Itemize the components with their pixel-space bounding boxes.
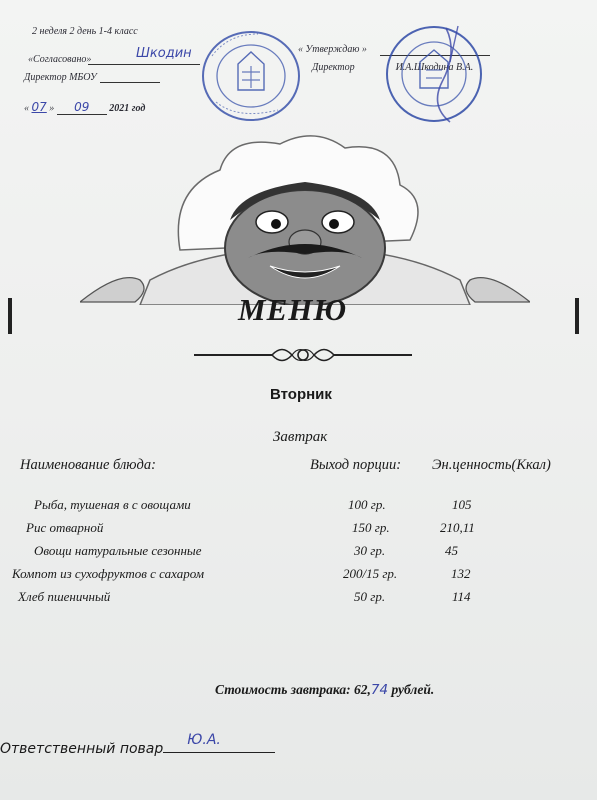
cost-label: Стоимость завтрака: (215, 682, 351, 697)
menu-item-name: Компот из сухофруктов с сахаром (12, 566, 204, 581)
agreed-label: «Согласовано» (28, 54, 92, 65)
meal-heading: Завтрак (273, 429, 328, 445)
menu-item-kcal: 114 (452, 589, 471, 604)
director-right-name: И.А.Шкодина В.А. (395, 62, 474, 73)
date-year: 2021 год (109, 103, 146, 114)
cook-label: Ответственный повар (0, 741, 164, 757)
cost-rubles: 62, (354, 682, 371, 697)
menu-item-name: Рыба, тушеная в с овощами (34, 497, 191, 512)
chef-illustration (80, 130, 530, 305)
date-mid-quote: » (49, 103, 55, 114)
cook-signature-line (163, 732, 275, 753)
menu-item-portion: 200/15 гр. (343, 566, 398, 581)
header-week-line: 2 неделя 2 день 1-4 класс (32, 26, 138, 37)
school-stamp-right (380, 22, 488, 126)
agreed-signature: Шкодин (136, 46, 192, 61)
cost-currency: рублей. (391, 682, 435, 697)
menu-item-name: Овощи натуральные сезонные (34, 543, 202, 558)
right-frame-bar (575, 298, 579, 334)
ornament-divider (192, 342, 414, 368)
left-frame-bar (8, 298, 12, 334)
date-day: 07 (31, 100, 47, 114)
day-heading: Вторник (270, 386, 332, 403)
menu-item-kcal: 210,11 (440, 520, 475, 535)
menu-item-portion: 50 гр. (354, 589, 386, 604)
date-open-quote: « (24, 103, 29, 114)
column-portion-header: Выход порции: (310, 457, 402, 473)
approved-label: « Утверждаю » (298, 44, 367, 55)
breakfast-cost (215, 682, 434, 698)
menu-item-kcal: 105 (452, 497, 472, 512)
menu-title: МЕНЮ (238, 292, 348, 327)
menu-item-portion: 150 гр. (352, 520, 390, 535)
cost-kopeks-handwritten: 74 (370, 682, 389, 698)
menu-item-name: Хлеб пшеничный (18, 589, 111, 604)
menu-item-name: Рис отварной (26, 520, 104, 535)
date-line (24, 100, 145, 115)
menu-item-kcal: 45 (445, 543, 458, 558)
column-energy-header: Эн.ценность(Ккал) (432, 457, 551, 473)
director-left-label: Директор МБОУ (24, 72, 97, 83)
director-right-title: Директор (312, 62, 355, 73)
school-stamp-left (198, 26, 304, 126)
date-month: 09 (57, 100, 107, 115)
responsible-cook-line (0, 732, 275, 757)
column-name-header: Наименование блюда: (20, 457, 156, 473)
cook-signature: Ю.А. (187, 732, 221, 748)
director-line (100, 82, 160, 83)
menu-item-portion: 100 гр. (348, 497, 386, 512)
agreed-signature-line (88, 64, 200, 65)
menu-item-portion: 30 гр. (354, 543, 386, 558)
menu-item-kcal: 132 (451, 566, 471, 581)
